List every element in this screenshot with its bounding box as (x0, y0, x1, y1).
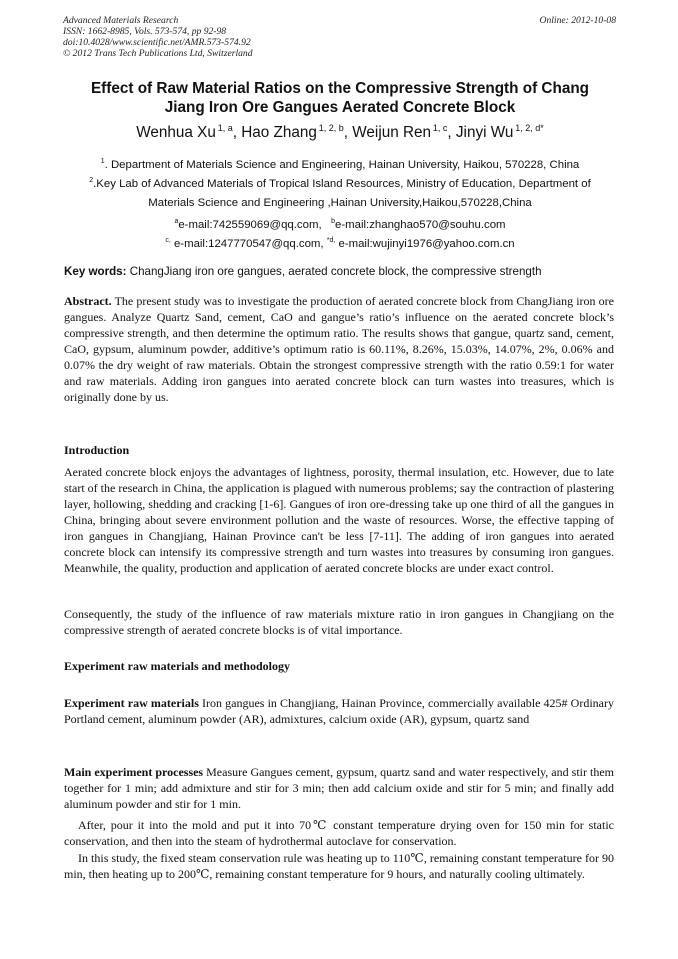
online-date: Online: 2012-10-08 (539, 15, 616, 26)
steam-paragraph: In this study, the fixed steam conservation rule was heating up to 110℃, remaining constant temperature for 90 min, then heating up to 200℃, remaining constant temperature for 9 hours, and naturally cooling ultimately. (64, 851, 614, 881)
email-d: e-mail:wujinyi1976@yahoo.com.cn (338, 238, 515, 250)
materials-paragraph (64, 695, 614, 727)
title-line-1: Effect of Raw Material Ratios on the Compressive Strength of Chang (90, 80, 590, 97)
keywords-label: Key words: (64, 265, 127, 278)
keywords-text: ChangJiang iron ore gangues, aerated concrete block, the compressive strength (126, 265, 542, 278)
author-name: Weijun Ren (352, 124, 432, 141)
affiliation-text: .Key Lab of Advanced Materials of Tropical Island Resources, Ministry of Education, Department of (93, 178, 591, 190)
author-superscript: 1, 2, d* (515, 123, 544, 133)
process-label: Main experiment processes (64, 765, 204, 779)
affiliation-marker: 1 (100, 158, 105, 165)
introduction-paragraph-1: Aerated concrete block enjoys the advantages of lightness, porosity, thermal insulation, etc. However, due to late start of the research in China, the application is plagued with numerous problems; say the contraction of plastering layer, hollowing, shedding and cracking [1-6]. Gangues of iron ore-dressing take up one third of all the gangues in China, bringing about severe environment pollution and the waste of resources. Worse, the effective tapping of iron gangues in Changjiang, Hainan Province can't be less [7-11]. The adding of iron gangues into aerated concrete block can intensify its compressive strength and turn wastes into treasures by consuming iron gangues. Meanwhile, the quality, production and application of aerated concrete blocks are under exact control. (64, 465, 614, 575)
affiliation-text: . Department of Materials Science and Engineering, Hainan University, Haikou, 570228, China (104, 159, 580, 171)
author-name: Wenhua Xu (136, 124, 216, 141)
email-b: e-mail:zhanghao570@souhu.com (335, 219, 506, 231)
author-superscript: 1, a (217, 123, 233, 133)
author-name: Hao Zhang (241, 124, 317, 141)
introduction-heading: Introduction (64, 443, 130, 457)
title-line-2: Jiang Iron Ore Gangues Aerated Concrete Block (164, 99, 516, 116)
materials-label: Experiment raw materials (64, 696, 199, 710)
abstract-label: Abstract. (64, 294, 112, 308)
email-marker: b (331, 218, 336, 225)
doi: doi:10.4028/www.scientific.net/AMR.573-574.92 (63, 37, 251, 48)
abstract (64, 293, 614, 405)
emails-row-2 (100, 231, 580, 254)
author-superscript: 1, 2, b (318, 123, 344, 133)
author-superscript: 1, c (432, 123, 448, 133)
author-name: Jinyi Wu (455, 124, 514, 141)
paper-title (70, 79, 610, 117)
email-c: e-mail:1247770547@qq.com, (173, 238, 324, 250)
email-a: e-mail:742559069@qq.com, (178, 219, 322, 231)
pour-paragraph: After, pour it into the mold and put it into 70℃ constant temperature drying oven for 150 min for static conservation, and then into the steam of hydrothermal autoclave for conservation. (64, 818, 614, 848)
process-text: Measure Gangues cement, gypsum, quartz sand and water respectively, and stir them together for 1 min; add admixture and stir for 3 min; then add calcium oxide and stir for 5 min; and finally add aluminum powder and stir for 1 min. (64, 765, 614, 811)
author-list: Wenhua Xu $^{1, a}$, Hao Zhang $^{1, 2, b}$, Weijun Ren $^{1, c}$, Jinyi Wu $^{1, 2, d*}$ (136, 123, 544, 141)
materials-text: Iron gangues in Changjiang, Hainan Province, commercially available 425# Ordinary Portland cement, aluminum powder (AR), admixtures, calcium oxide (AR), gypsum, quartz sand (64, 696, 614, 726)
introduction-paragraph-2: Consequently, the study of the influence of raw materials mixture ratio in iron gangues in Changjiang on the compressive strength of aerated concrete blocks is of vital importance. (64, 607, 614, 637)
email-marker: c, (165, 237, 171, 244)
process-paragraph (64, 764, 614, 812)
email-marker: a (174, 218, 179, 225)
journal-header (63, 15, 616, 59)
email-marker: *d, (326, 237, 336, 244)
abstract-text: The present study was to investigate the production of aerated concrete block from ChangJiang iron ore gangues. Analyze Quartz Sand, cement, CaO and gangue’s ratio’s influence on the aerated concrete block’s compressive strength, and then determine the optimum ratio. The results shows that gangue, quartz sand, cement, CaO, gypsum, aluminum powder, additive’s optimum ratio is 60.11%, 8.26%, 15.03%, 14.07%, 2%, 0.06% and 0.07% the dry weight of raw materials. Obtain the strongest compressive strength with the ratio 0.59:1 for water and raw materials. Adding iron gangues into aerated concrete block can turn wastes into treasures, which is originally done by us. (64, 294, 614, 404)
methods-heading: Experiment raw materials and methodology (64, 659, 290, 673)
copyright: © 2012 Trans Tech Publications Ltd, Switzerland (63, 48, 253, 59)
journal-name: Advanced Materials Research (63, 15, 179, 26)
keywords (64, 265, 624, 278)
affiliation-text-line-2: Materials Science and Engineering ,Hainan University,Haikou,570228,China (148, 197, 532, 209)
affiliation-2 (55, 171, 625, 213)
affiliation-marker: 2 (89, 177, 94, 184)
issn: ISSN: 1662-8985, Vols. 573-574, pp 92-98 (63, 26, 227, 37)
